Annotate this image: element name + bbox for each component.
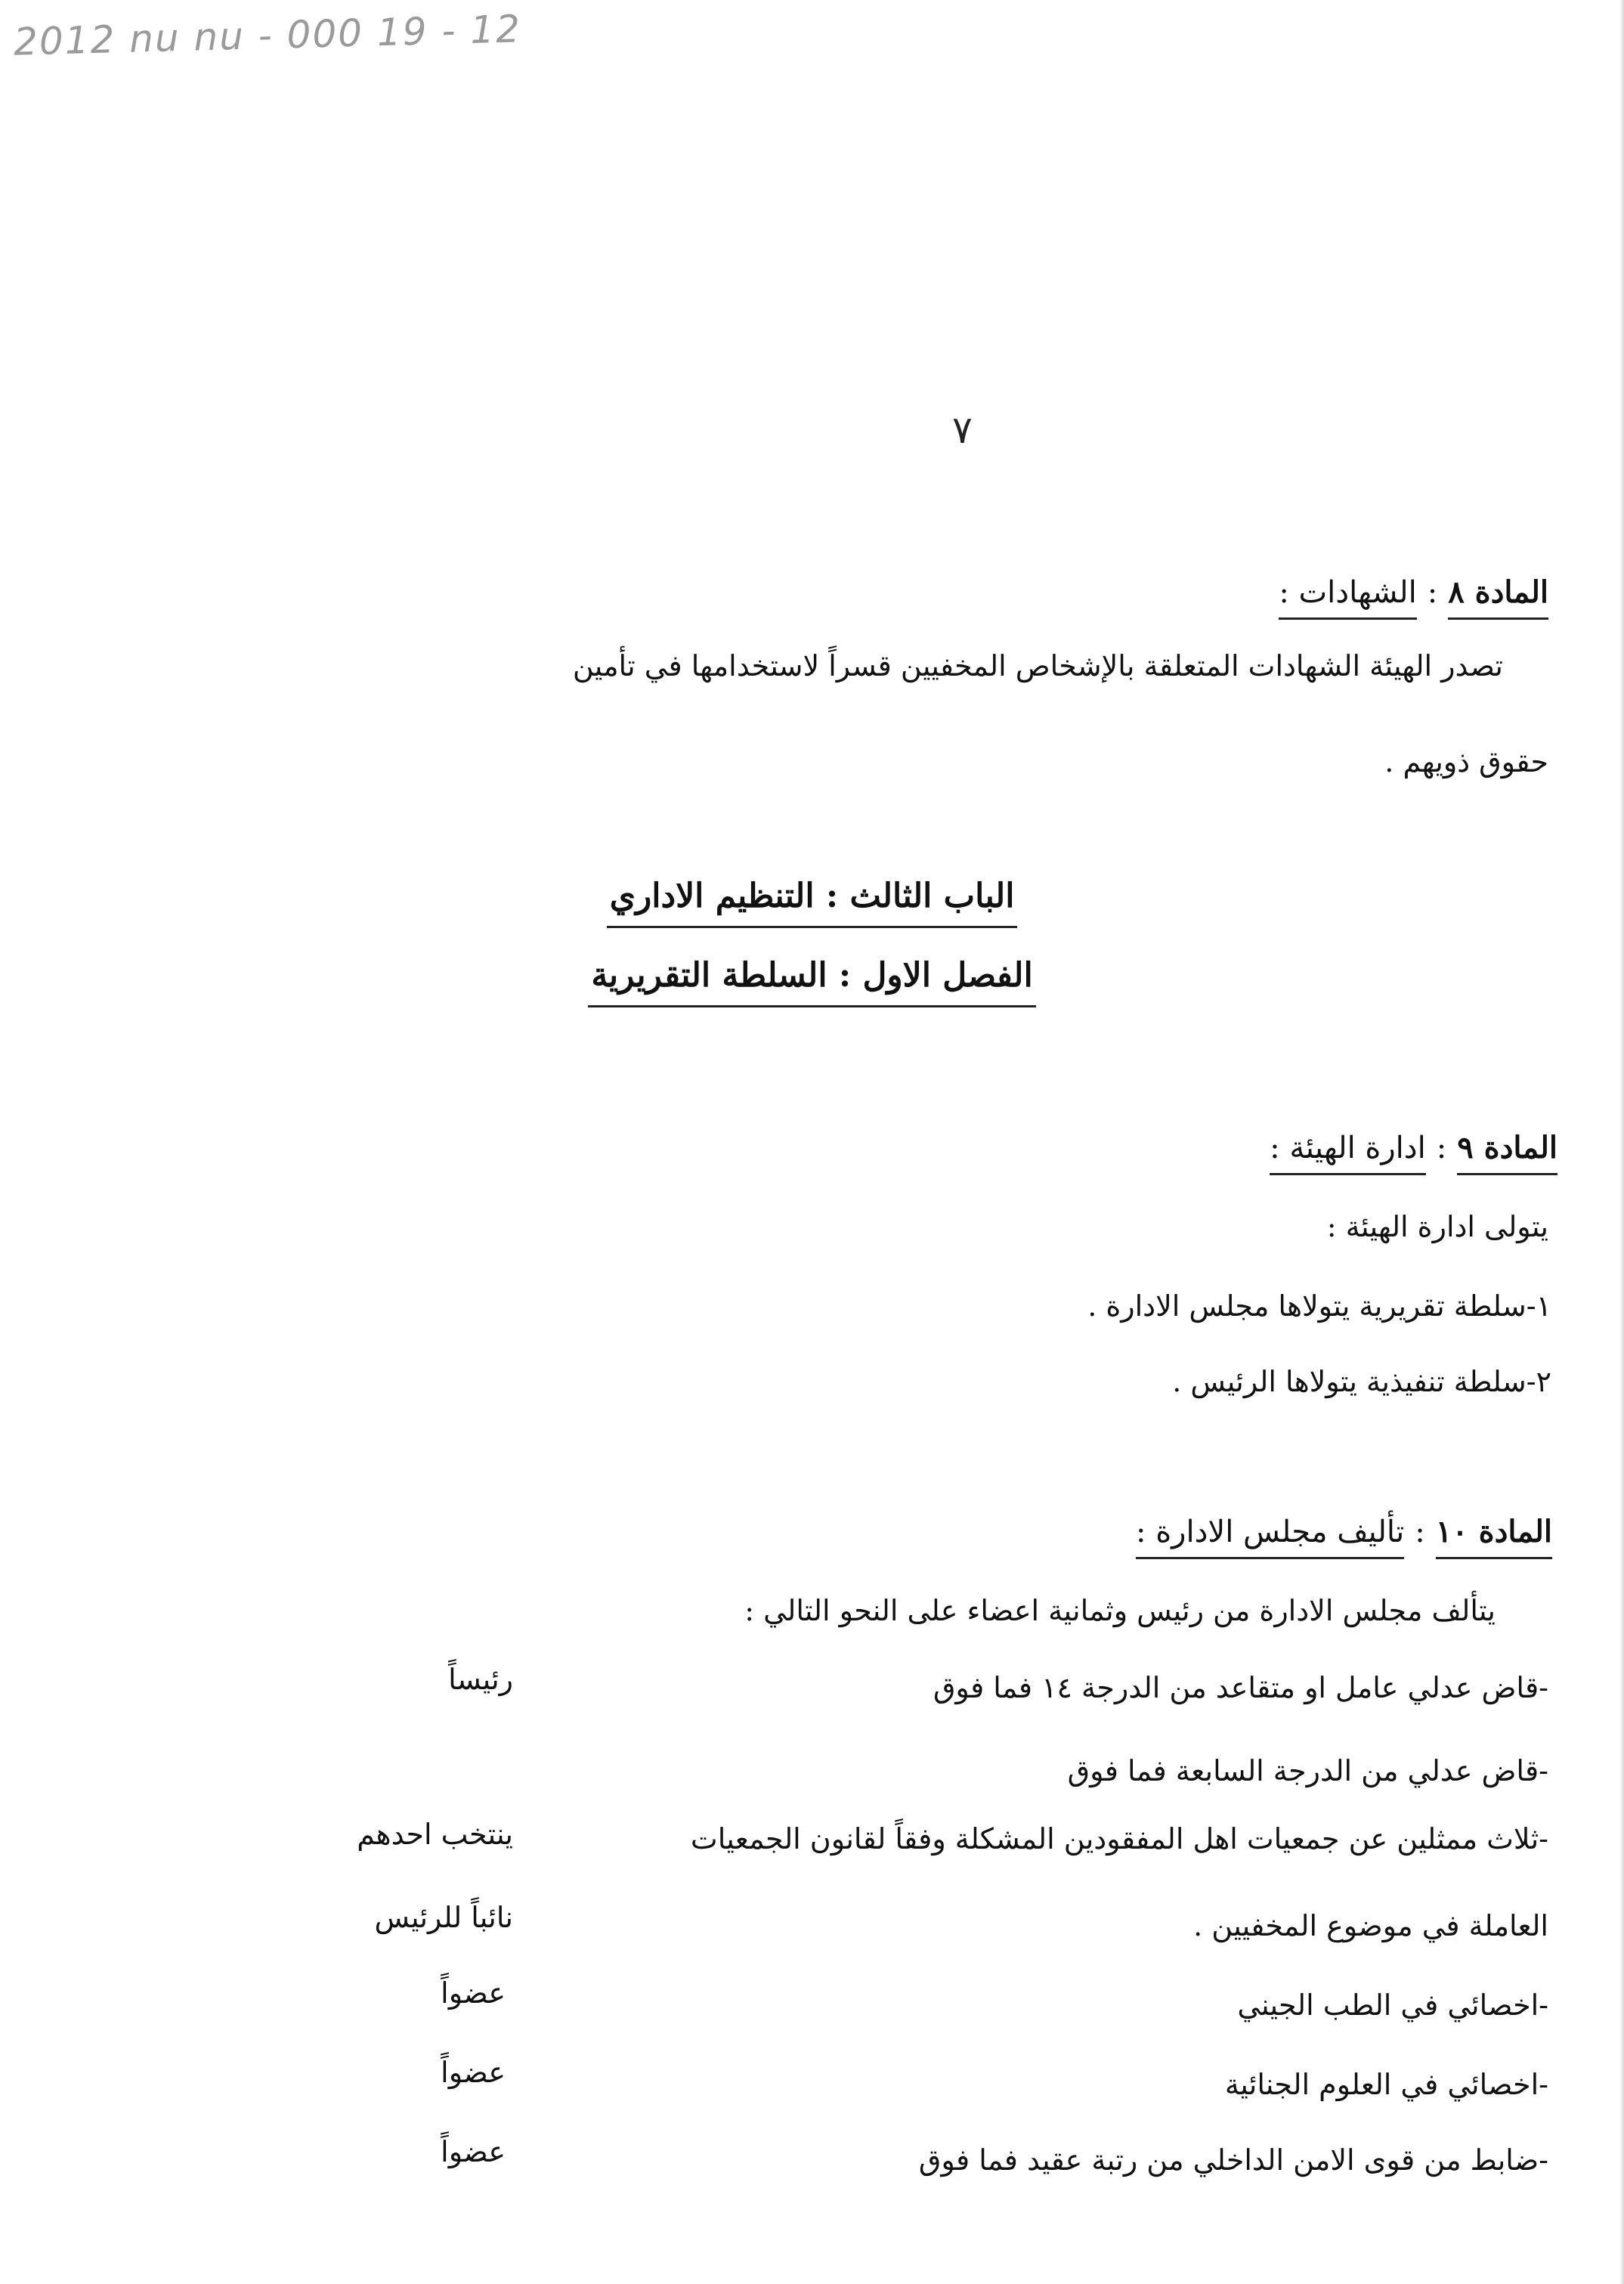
article-10-heading <box>1136 1514 1552 1549</box>
scan-edge-shadow <box>1619 0 1624 2284</box>
article-10-title: تأليف مجلس الادارة : <box>1136 1515 1404 1559</box>
article-9-intro: يتولى ادارة الهيئة : <box>1326 1210 1548 1243</box>
article-9-title: ادارة الهيئة : <box>1270 1131 1426 1175</box>
article-9-heading <box>1270 1130 1557 1165</box>
article-9-item-2: ٢-سلطة تنفيذية يتولاها الرئيس . <box>1172 1365 1551 1398</box>
article-10-separator: : <box>1415 1515 1425 1549</box>
handwritten-reference: 2012 nu nu - 000 19 - 12 <box>13 7 522 64</box>
article-8-text-line2: حقوق ذويهم . <box>1384 745 1548 778</box>
member-row-2-text: -قاض عدلي من الدرجة السابعة فما فوق <box>1067 1754 1548 1787</box>
member-row-1-text: -قاض عدلي عامل او متقاعد من الدرجة ١٤ فما فوق <box>933 1671 1548 1704</box>
article-9-separator: : <box>1436 1131 1447 1165</box>
article-9-item-1: ١-سلطة تقريرية يتولاها مجلس الادارة . <box>1087 1289 1551 1323</box>
article-9-label: المادة ٩ <box>1457 1130 1557 1175</box>
article-8-heading <box>1279 574 1548 610</box>
member-row-7-text: -ضابط من قوى الامن الداخلي من رتبة عقيد فما فوق <box>918 2143 1548 2177</box>
member-row-3-role: ينتخب احدهم <box>357 1818 513 1851</box>
article-8-text-line1: تصدر الهيئة الشهادات المتعلقة بالإشخاص المخفيين قسراً لاستخدامها في تأمين <box>572 649 1503 682</box>
chapter-1-heading <box>0 956 1624 1007</box>
member-row-3-text: -ثلاث ممثلين عن جمعيات اهل المفقودين المشكلة وفقاً لقانون الجمعيات <box>690 1822 1548 1855</box>
member-row-5-text: -اخصائي في الطب الجيني <box>1237 1988 1548 2022</box>
article-10-label: المادة ١٠ <box>1436 1514 1552 1559</box>
article-8-separator: : <box>1427 575 1438 610</box>
page-number: ٧ <box>952 408 973 452</box>
article-8-label: المادة ٨ <box>1448 574 1548 620</box>
member-row-6-text: -اخصائي في العلوم الجنائية <box>1224 2068 1548 2101</box>
member-row-5-role: عضواً <box>441 1976 506 2010</box>
member-row-6-role: عضواً <box>441 2056 506 2089</box>
chapter-1-heading-text: الفصل الاول : السلطة التقريرية <box>588 956 1035 1007</box>
part-3-heading <box>0 877 1624 928</box>
member-row-4-role: نائباً للرئيس <box>374 1901 513 1934</box>
part-3-heading-text: الباب الثالث : التنظيم الاداري <box>607 877 1018 928</box>
member-row-1-role: رئيساً <box>448 1663 513 1696</box>
article-10-intro: يتألف مجلس الادارة من رئيس وثمانية اعضاء على النحو التالي : <box>744 1594 1496 1627</box>
member-row-7-role: عضواً <box>441 2135 506 2168</box>
article-8-title: الشهادات : <box>1279 575 1416 620</box>
member-row-4-text: العاملة في موضوع المخفيين . <box>1193 1909 1548 1942</box>
